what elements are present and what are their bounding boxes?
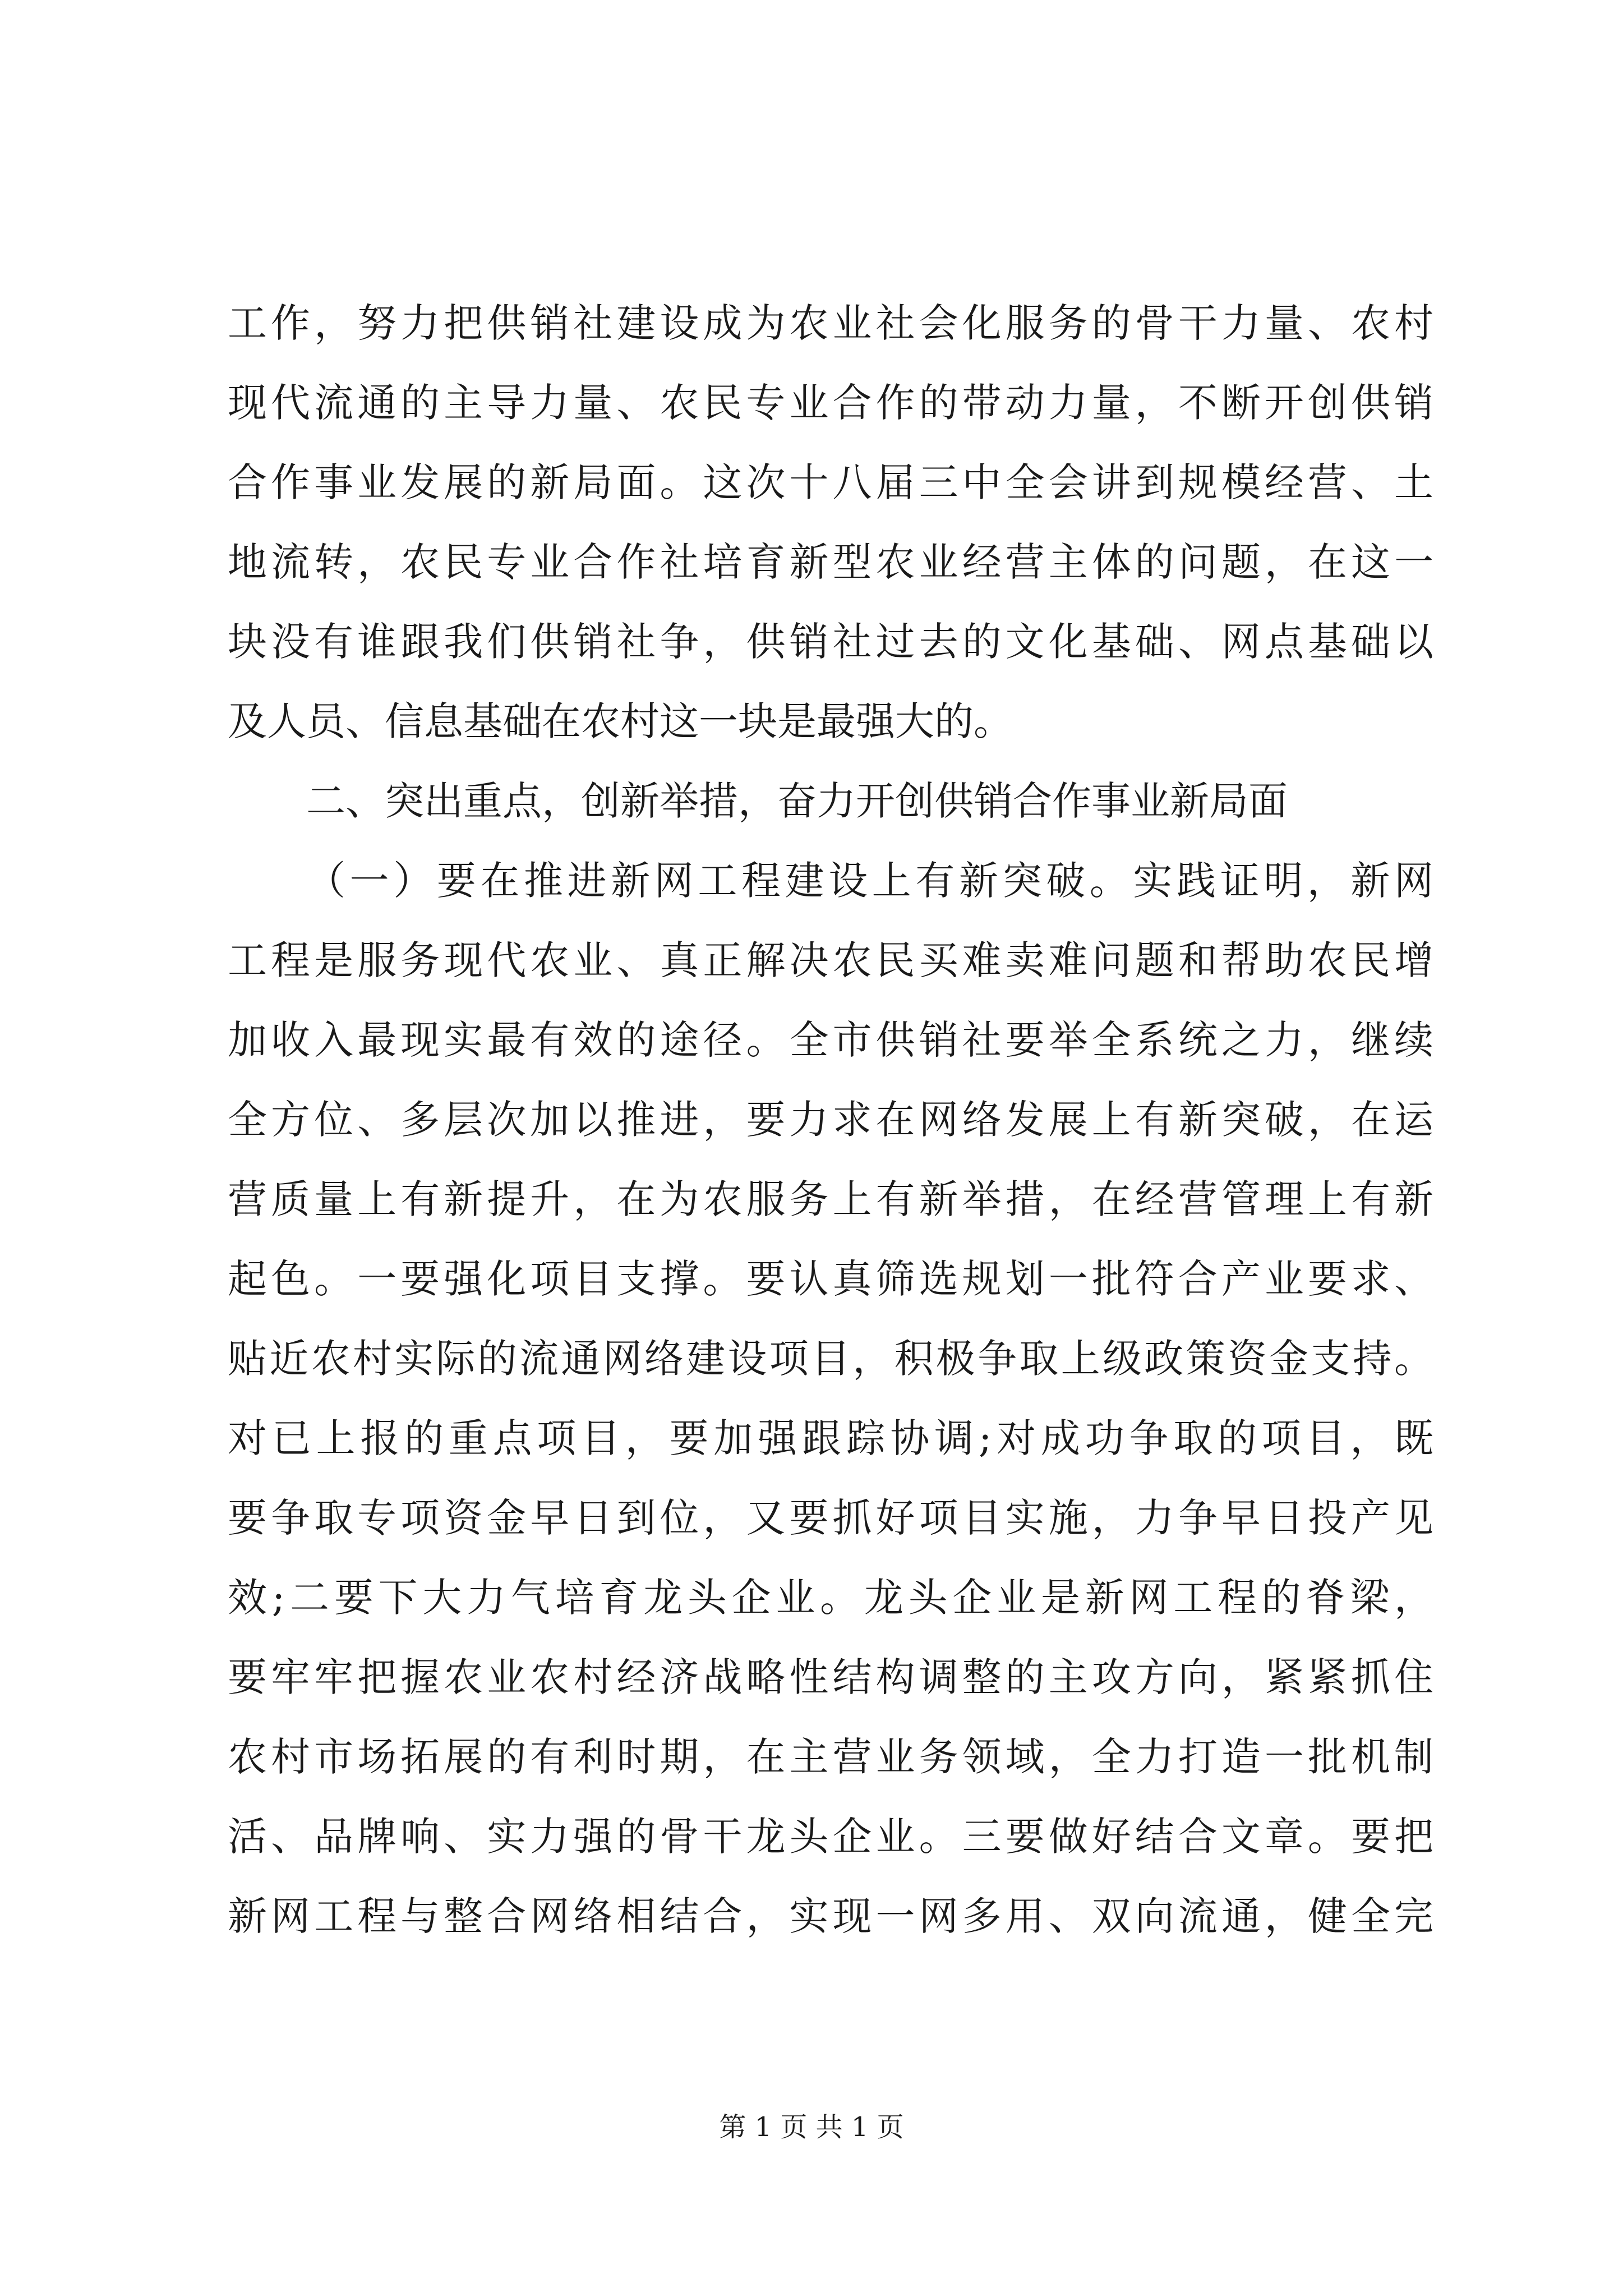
body-text-line: 全方位、多层次加以推进，要力求在网络发展上有新突破，在运 xyxy=(228,1097,1433,1143)
body-text-line: 要牢牢把握农业农村经济战略性结构调整的主攻方向，紧紧抓住 xyxy=(228,1654,1433,1700)
body-text-line: 起色。一要强化项目支撑。要认真筛选规划一批符合产业要求、 xyxy=(228,1256,1433,1302)
page-footer: 第 1 页 共 1 页 xyxy=(719,2111,904,2143)
body-text-line: 营质量上有新提升，在为农服务上有新举措，在经营管理上有新 xyxy=(228,1176,1433,1222)
body-text-line: 块没有谁跟我们供销社争，供销社过去的文化基础、网点基础以 xyxy=(228,619,1433,665)
body-text-line: 合作事业发展的新局面。这次十八届三中全会讲到规模经营、土 xyxy=(228,459,1433,505)
body-text-line: 新网工程与整合网络相结合，实现一网多用、双向流通，健全完 xyxy=(228,1893,1433,1939)
body-text-line: 效;二要下大力气培育龙头企业。龙头企业是新网工程的脊梁， xyxy=(228,1575,1433,1621)
body-text-line: 地流转，农民专业合作社培育新型农业经营主体的问题，在这一 xyxy=(228,539,1433,585)
body-text-line: 工作，努力把供销社建设成为农业社会化服务的骨干力量、农村 xyxy=(228,300,1433,346)
subsection-lead-line: （一）要在推进新网工程建设上有新突破。实践证明，新网 xyxy=(306,858,1433,904)
body-text-line: 现代流通的主导力量、农民专业合作的带动力量，不断开创供销 xyxy=(228,380,1433,426)
body-text-line: 及人员、信息基础在农村这一块是最强大的。 xyxy=(228,698,1013,744)
body-text-line: 贴近农村实际的流通网络建设项目，积极争取上级政策资金支持。 xyxy=(228,1336,1433,1382)
body-text-line: 要争取专项资金早日到位，又要抓好项目实施，力争早日投产见 xyxy=(228,1495,1433,1541)
body-text-line: 农村市场拓展的有利时期，在主营业务领域，全力打造一批机制 xyxy=(228,1734,1433,1780)
body-text-line: 加收入最现实最有效的途径。全市供销社要举全系统之力，继续 xyxy=(228,1017,1433,1063)
body-text-line: 工程是服务现代农业、真正解决农民买难卖难问题和帮助农民增 xyxy=(228,937,1433,983)
body-text-line: 对已上报的重点项目，要加强跟踪协调;对成功争取的项目，既 xyxy=(228,1415,1433,1461)
section-heading: 二、突出重点，创新举措，奋力开创供销合作事业新局面 xyxy=(306,778,1288,824)
body-text-line: 活、品牌响、实力强的骨干龙头企业。三要做好结合文章。要把 xyxy=(228,1814,1433,1860)
